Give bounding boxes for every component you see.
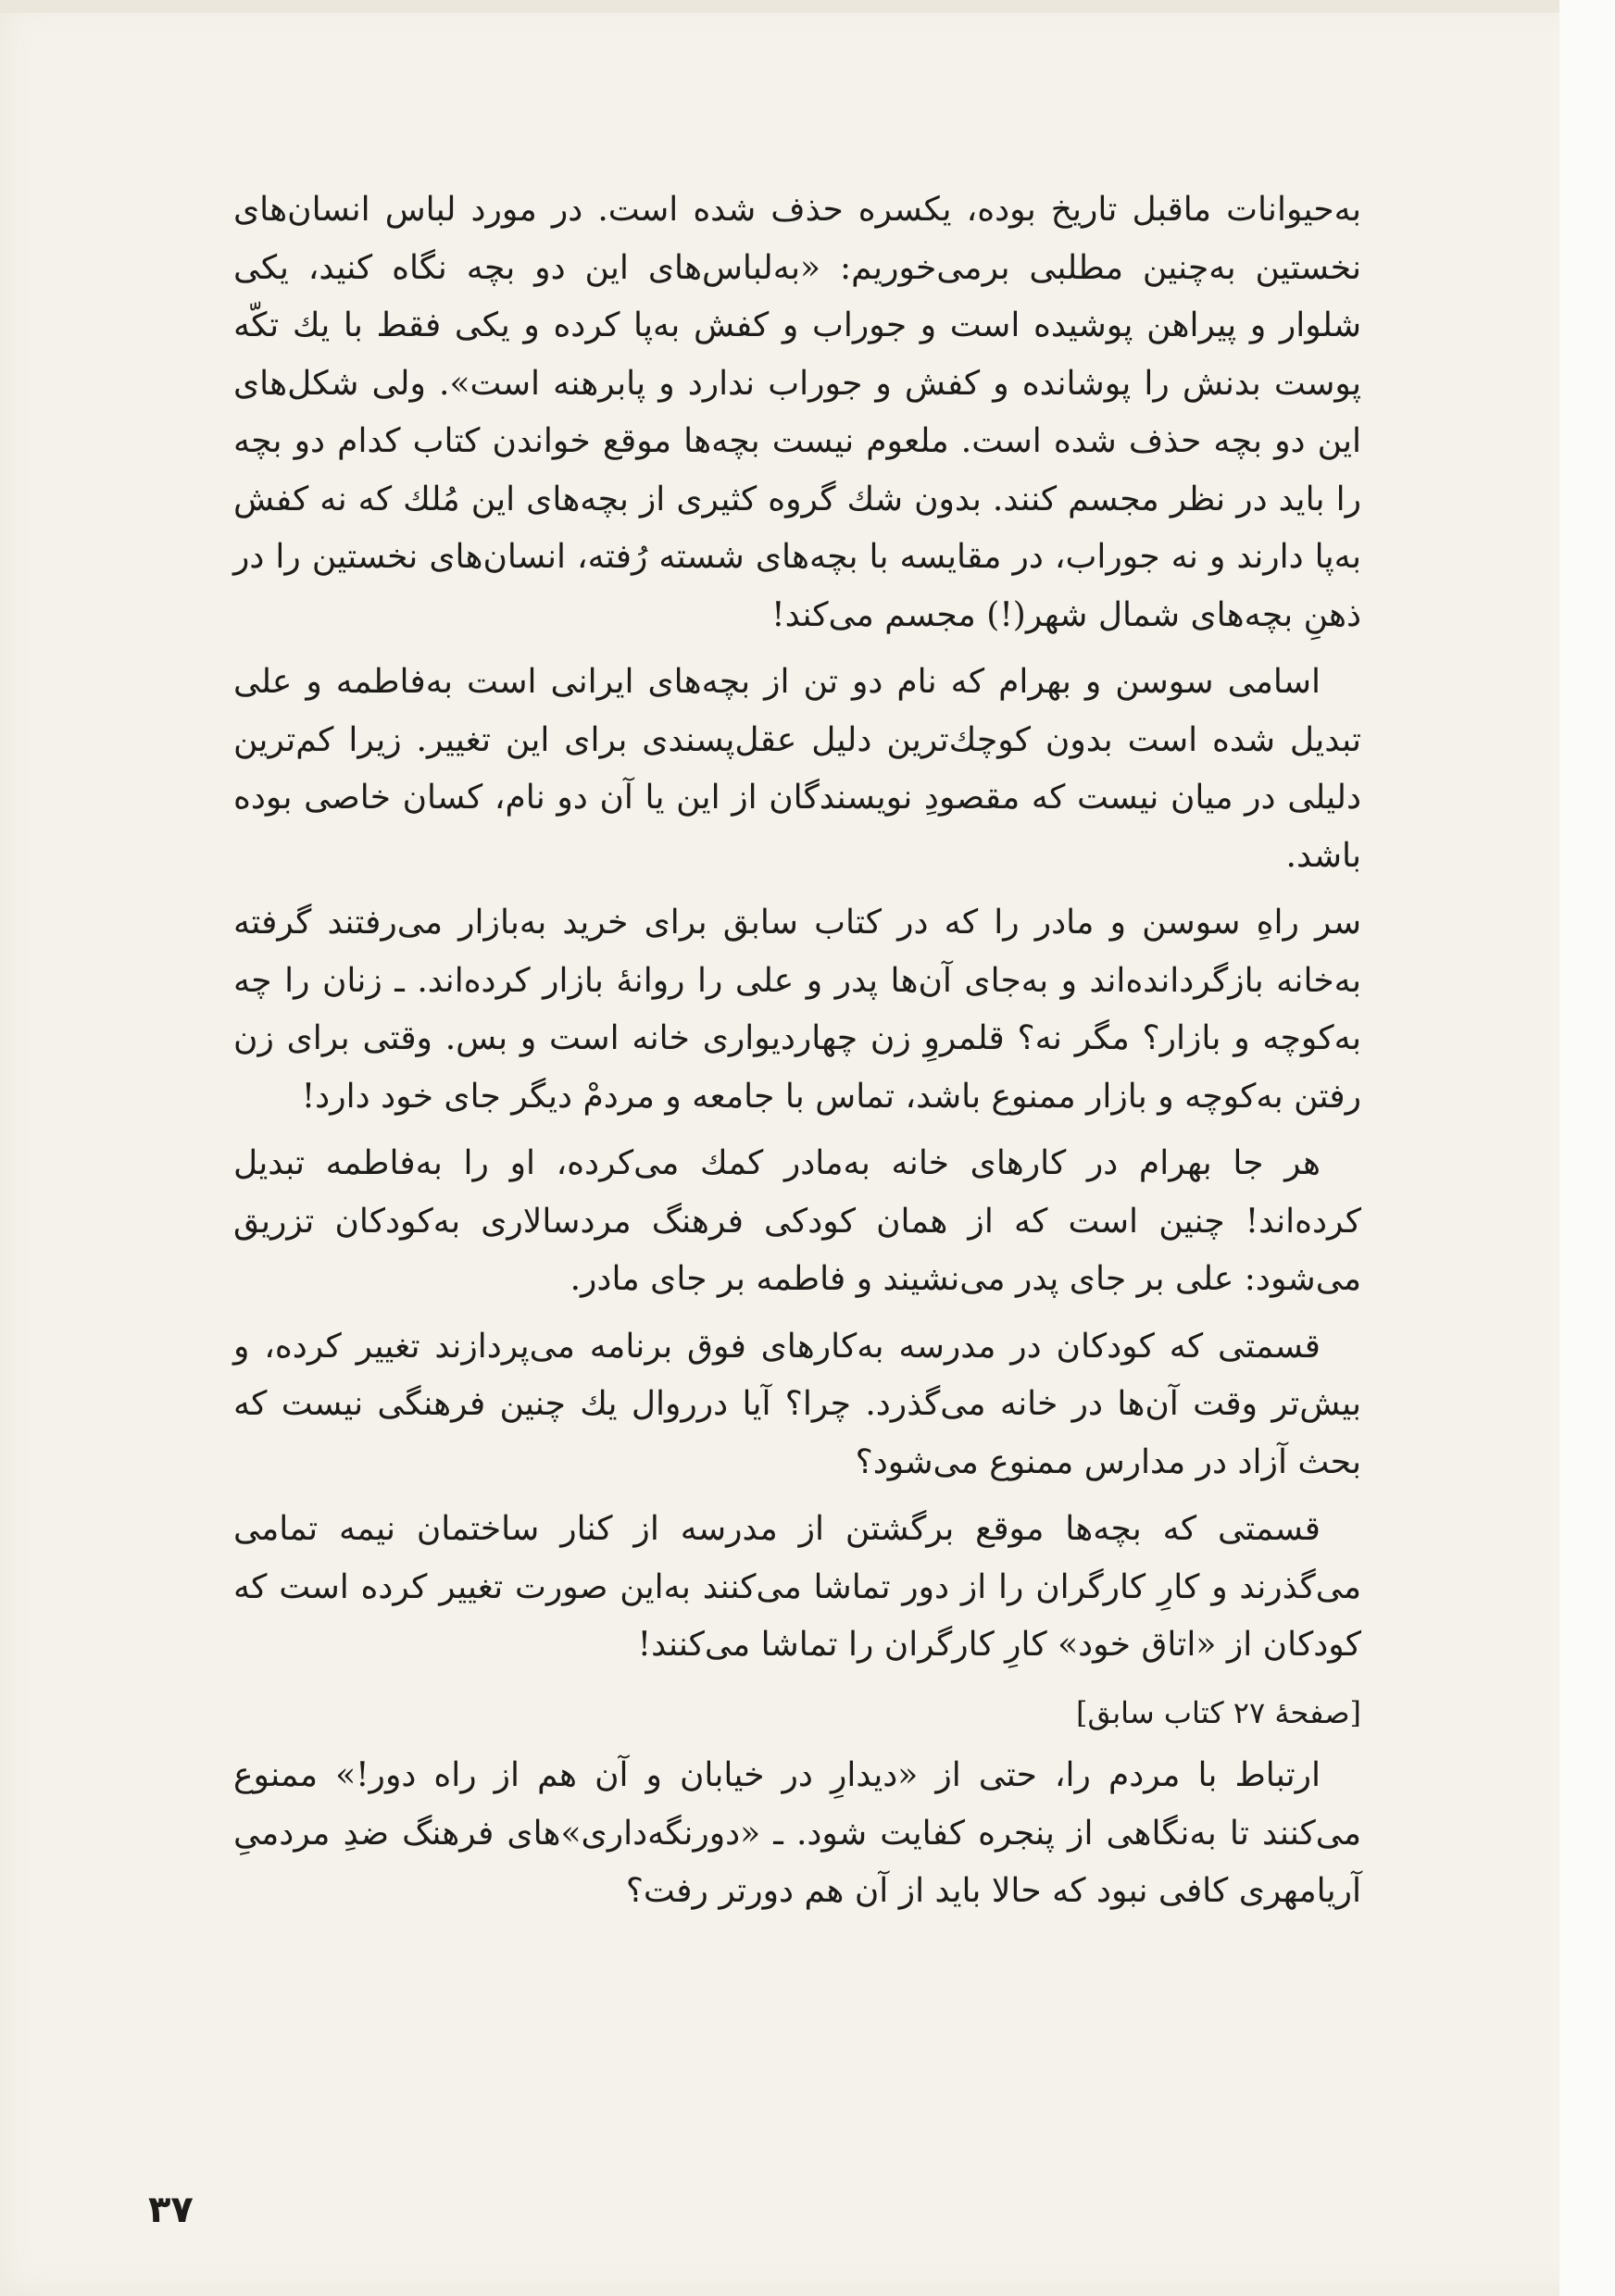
paragraph-3: سر راهِ سوسن و مادر را که در کتاب سابق برای خرید به‌بازار می‌رفتند گرفته به‌خانه بازگردانده‌اند و به‌جای آن‌ها پدر و علی را روانهٔ بازار کرده‌اند. ـ زنان را چه به‌کوچه و بازار؟ مگر نه؟ قلمروِ زن چهاردیواری خانه است و بس. وقتی برای زن رفتن به‌کوچه و بازار ممنوع باشد، تماس با جامعه و مردمْ دیگر جای خود دارد! — [233, 904, 1361, 1116]
paragraph-1: به‌حیوانات ماقبل تاریخ بوده، یکسره حذف شده است. در مورد لباس انسان‌های نخستین به‌چنین مطلبی برمی‌خوریم: «به‌لباس‌های این دو بچه نگاه کنید، یکی شلوار و پیراهن پوشیده است و جوراب و کفش به‌پا کرده و یکی فقط با یك تکّه پوست بدنش را پوشانده و کفش و جوراب ندارد و پابرهنه است». ولی شکل‌های این دو بچه حذف شده است. ملعوم نیست بچه‌ها موقع خواندن کتاب کدام دو بچه را باید در نظر مجسم کنند. بدون شك گروه کثیری از بچه‌های این مُلك که نه کفش به‌پا دارند و نه جوراب، در مقایسه با بچه‌های شسته رُفته، انسان‌های نخستین را در ذهنِ بچه‌های شمال شهر(!) مجسم می‌کند! — [233, 191, 1361, 634]
paragraph-6: قسمتی که بچه‌ها موقع برگشتن از مدرسه از کنار ساختمان نیمه تمامی می‌گذرند و کارِ کارگران را از دور تماشا می‌کنند به‌این صورت تغییر کرده است که کودکان از «اتاق خود» کارِ کارگران را تماشا می‌کنند! — [233, 1510, 1361, 1664]
paragraph-4: هر جا بهرام در کارهای خانه به‌مادر کمك می‌کرده، او را به‌فاطمه تبدیل کرده‌اند! چنین است که از همان کودکی فرهنگ مردسالاری به‌کودکان تزریق می‌شود: علی بر جای پدر می‌نشیند و فاطمه بر جای مادر. — [233, 1144, 1361, 1298]
paragraph-2: اسامی سوسن و بهرام که نام دو تن از بچه‌های ایرانی است به‌فاطمه و علی تبدیل شده است بدون کوچك‌ترین دلیل عقل‌پسندی برای این تغییر. زیرا کم‌ترین دلیلی در میان نیست که مقصودِ نویسندگان از این یا آن دو نام، کسان خاصی بوده باشد. — [233, 663, 1361, 875]
body-text — [233, 181, 1361, 1930]
page-top-edge — [0, 0, 1615, 13]
page-number: ۳۷ — [148, 2189, 194, 2231]
paragraph-7: ارتباط با مردم را، حتی از «دیدارِ در خیابان و آن هم از راه دور!» ممنوع می‌کنند تا به‌نگاهی از پنجره کفایت شود. ـ «دورنگه‌داری»های فرهنگ ضدِ مردمیِ آریامهری کافی نبود که حالا باید از آن هم دورتر رفت؟ — [233, 1756, 1361, 1910]
page-reference: [صفحهٔ ۲۷ کتاب سابق] — [1076, 1694, 1361, 1730]
paragraph-5: قسمتی که کودکان در مدرسه به‌کارهای فوق برنامه می‌پردازند تغییر کرده، و بیش‌تر وقت آن‌ها در خانه می‌گذرد. چرا؟ آیا درروال یك چنین فرهنگی نیست که بحث آزاد در مدارس ممنوع می‌شود؟ — [233, 1327, 1361, 1481]
page-right-edge — [1559, 0, 1615, 2296]
